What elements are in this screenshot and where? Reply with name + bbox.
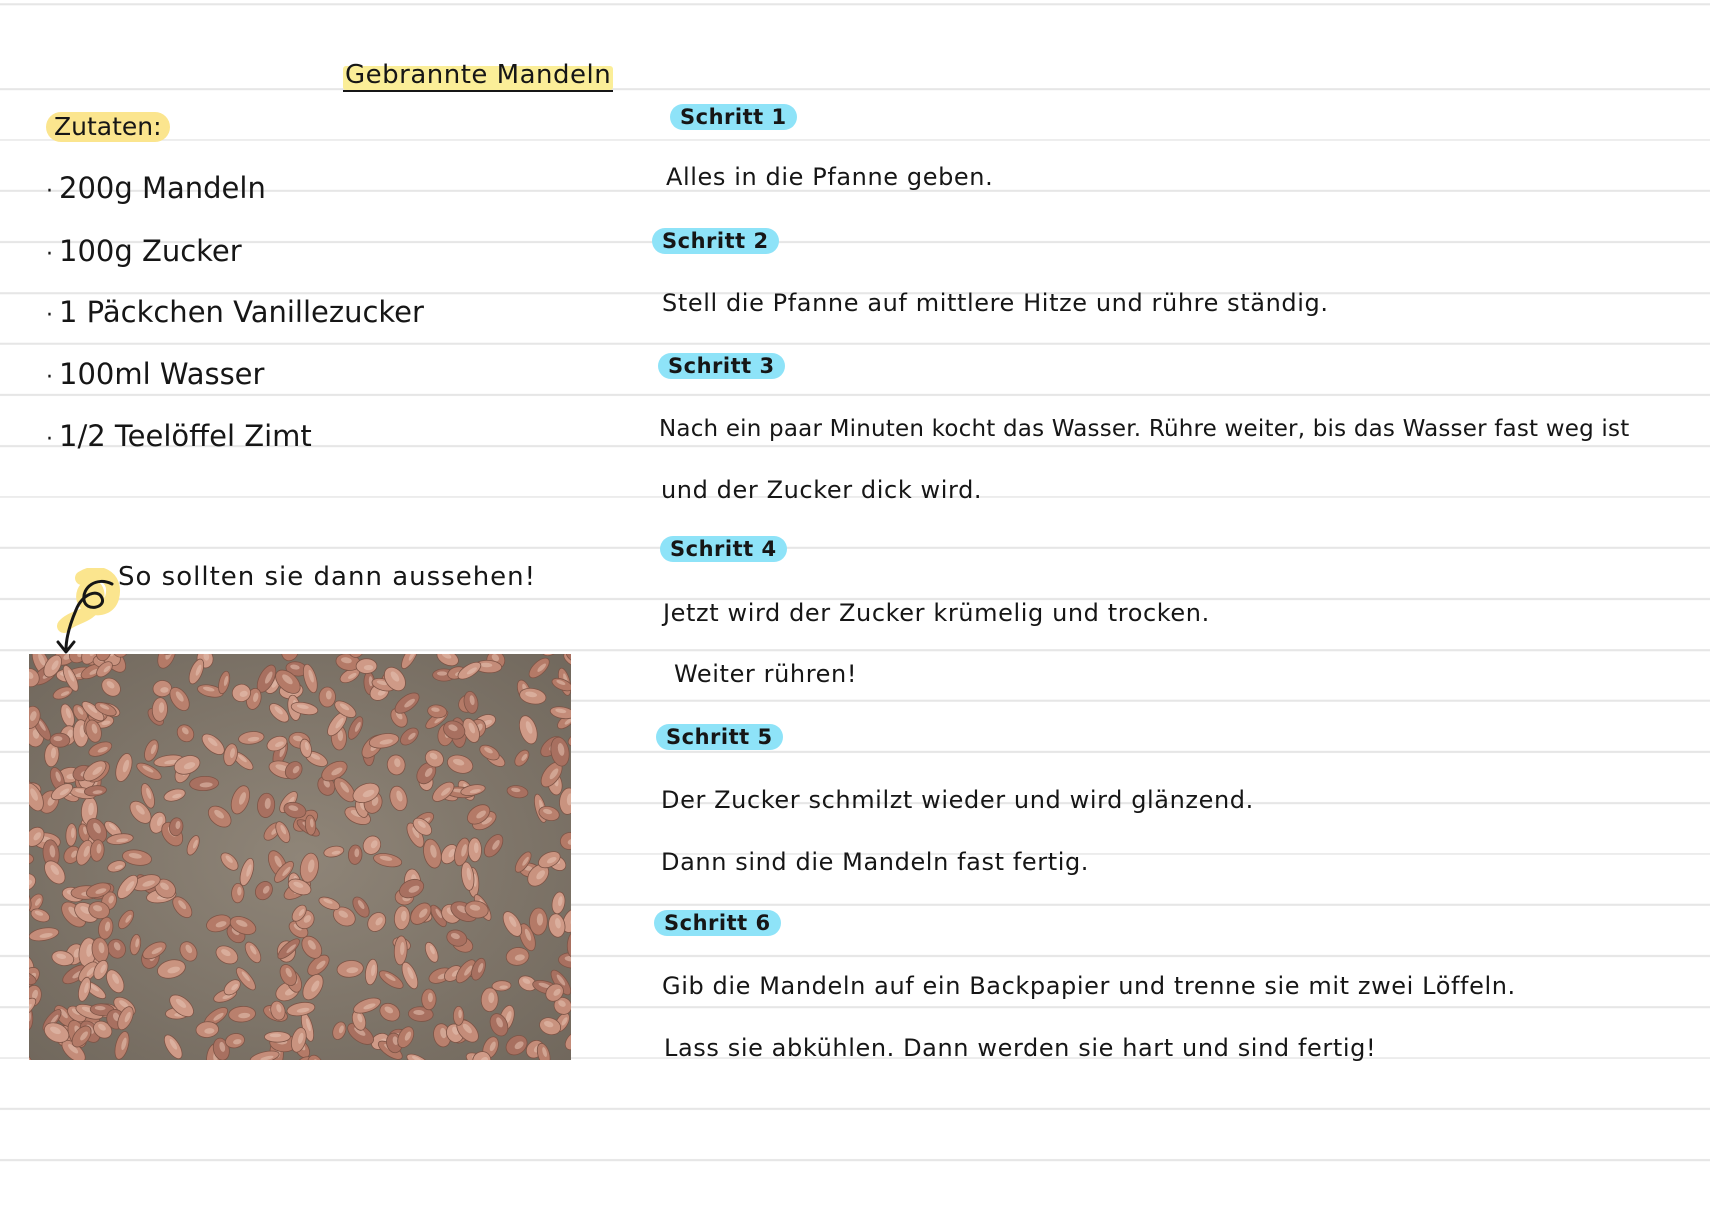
almond-sugar-highlight	[326, 691, 332, 700]
almond-sugar-highlight	[437, 671, 447, 675]
step-text: Alles in die Pfanne geben.	[666, 163, 994, 191]
ingredient-item: · 100g Zucker	[46, 234, 242, 268]
step-label: Schritt 6	[654, 910, 781, 936]
bullet-icon: ·	[46, 303, 53, 328]
step-text: Weiter rühren!	[674, 660, 858, 688]
step-text: Stell die Pfanne auf mittlere Hitze und rühre ständig.	[662, 289, 1329, 317]
almond-sugar-highlight	[270, 1034, 282, 1038]
ingredient-item: · 100ml Wasser	[46, 357, 265, 391]
step-text: Der Zucker schmilzt wieder und wird glänzend.	[661, 786, 1254, 814]
almond-sugar-highlight	[428, 993, 433, 1002]
ingredients-heading: Zutaten:	[46, 112, 170, 142]
step-label: Schritt 1	[670, 104, 797, 130]
step-text: Jetzt wird der Zucker krümelig und trocken.	[663, 599, 1210, 627]
bullet-icon: ·	[46, 179, 53, 204]
step-text: Lass sie abkühlen. Dann werden sie hart und sind fertig!	[664, 1034, 1377, 1062]
step-label: Schritt 5	[656, 724, 783, 750]
page-title-text: Gebrannte Mandeln	[345, 60, 612, 90]
step-text: Dann sind die Mandeln fast fertig.	[661, 848, 1090, 876]
almonds-photo	[29, 654, 571, 1060]
step-label: Schritt 2	[652, 228, 779, 254]
step-label: Schritt 4	[660, 536, 787, 562]
step-label: Schritt 3	[658, 353, 785, 379]
curly-arrow-icon	[52, 568, 122, 662]
step-text: Nach ein paar Minuten kocht das Wasser. Rühre weiter, bis das Wasser fast weg ist	[659, 416, 1630, 442]
photo-caption: So sollten sie dann aussehen!	[118, 562, 537, 592]
ingredient-item: · 1 Päckchen Vanillezucker	[46, 295, 424, 329]
bullet-icon: ·	[46, 427, 53, 452]
page-title	[343, 60, 613, 92]
step-text: Gib die Mandeln auf ein Backpapier und trenne sie mit zwei Löffeln.	[662, 972, 1516, 1000]
almond-sugar-highlight	[458, 1010, 462, 1019]
ingredient-item: · 200g Mandeln	[46, 171, 266, 205]
step-text: und der Zucker dick wird.	[661, 476, 983, 504]
bullet-icon: ·	[46, 365, 53, 390]
bullet-icon: ·	[46, 242, 53, 267]
ingredient-item: · 1/2 Teelöffel Zimt	[46, 419, 312, 453]
